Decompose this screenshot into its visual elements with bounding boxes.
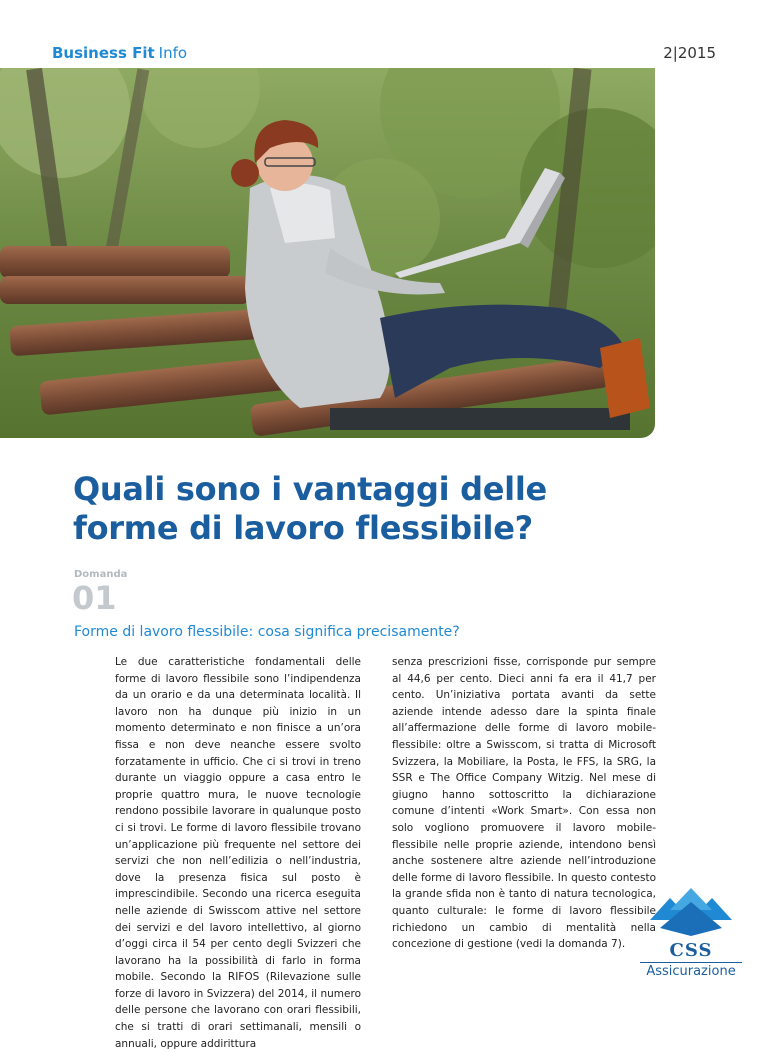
logo-subtitle: Assicurazione [646,964,736,979]
hero-photo [0,68,655,438]
article-title: Quali sono i vantaggi delle forme di lavoro flessibile? [73,470,547,547]
brand-name: Business Fit [52,44,155,62]
section-subtitle: Forme di lavoro flessibile: cosa significa precisamente? [74,624,460,640]
issue-number: 2|2015 [663,44,716,62]
body-column-left: Le due caratteristiche fondamentali delle forme di lavoro flessibile sono l’indipendenza da un orario e da una determinata località. Il lavoro non ha dunque più inizio in un momento determinato e non finisce a un’ora fissa e non deve neanche essere svolto forzatamente in ufficio. Che ci si trovi in treno durante un viaggio oppure a casa entro le proprie quattro mura, le nuove tecnologie rendono possibile lavorare in qualunque posto ci si trovi. Le forme di lavoro flessibile trovano un’applicazione più frequente nel settore dei servizi che non nell’edilizia o nell’industria, dove la presenza fisica sul posto è imprescindibile. Secondo una ricerca eseguita nelle aziende di Swisscom attive nel settore dei servizi e del lavoro intellettivo, al giorno d’oggi circa il 54 per cento degli Svizzeri che lavorano ha la possibilità di farlo in forma mobile. Secondo la RIFOS (Rilevazione sulle forze di lavoro in Svizzera) del 2014, il numero delle persone che lavorano con orari flessibili, che si tratti di orari settimanali, mensili o annuali, oppure addirittura [115,656,361,1050]
body-column-right: senza prescrizioni fisse, corrisponde pur sempre al 44,6 per cento. Dieci anni fa era il 41,7 per cento. Un’iniziativa portata avanti da sette aziende intende adesso dare la spinta finale all’affermazione delle forme di lavoro mobile-flessibile: oltre a Swisscom, si tratta di Microsoft Svizzera, la Mobiliare, la Posta, le FFS, la SRG, la SSR e The Office Company Witzig. Nel mese di giugno hanno sottoscritto la dichiarazione comune d’intenti «Work Smart». Con essa non solo vogliono promuovere il lavoro mobile-flessibile nelle proprie aziende, intendono bensì anche sostenere altre aziende nell’introduzione delle forme di lavoro flessibile. In questo contesto la grande sfida non è tanto di natura tecnologica, quanto culturale: le forme di lavoro flessibile richiedono un cambio di mentalità nella concezione di gestione (vedi la domanda 7). [392,656,656,951]
brand-header [52,44,187,62]
company-logo [640,880,748,980]
question-number: 01 [72,579,117,617]
question-label: Domanda [74,569,128,580]
css-logo-icon [640,880,742,938]
brand-section: Info [158,44,188,62]
hero-illustration [0,68,655,438]
logo-name: CSS [669,940,713,961]
logo-divider [640,962,742,963]
